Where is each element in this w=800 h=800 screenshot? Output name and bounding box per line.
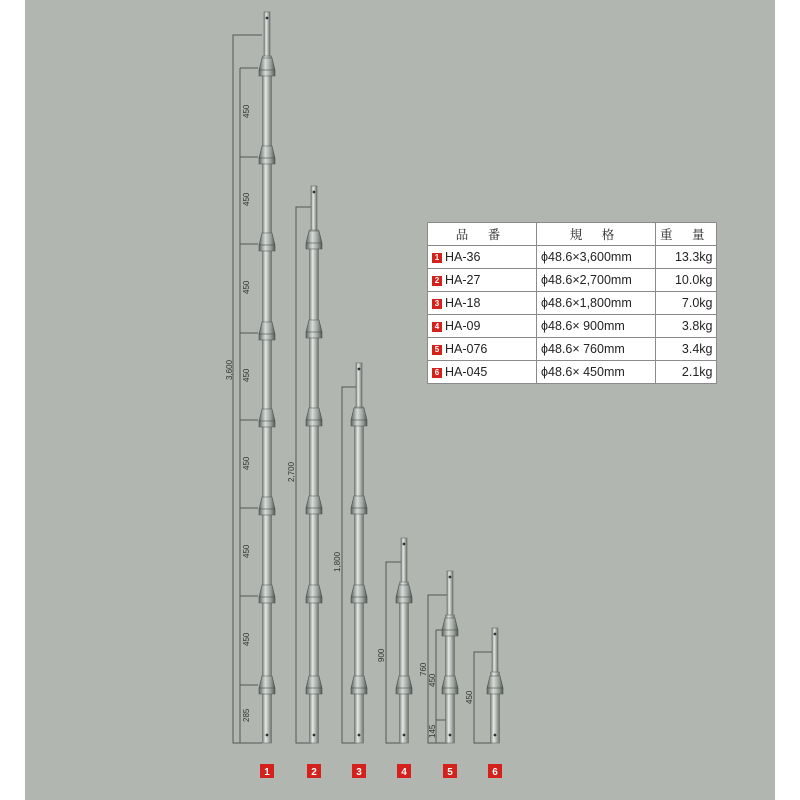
product-weight: 10.0kg (656, 269, 717, 292)
table-row (428, 361, 717, 384)
dim-p1-seg-1: 450 (242, 104, 251, 118)
product-weight: 13.3kg (656, 246, 717, 269)
badge-5 (443, 764, 457, 778)
collar (259, 233, 275, 251)
row-number-badge: 6 (432, 368, 442, 378)
collar (259, 322, 275, 340)
spec-table (427, 222, 717, 384)
svg-text:6: 6 (492, 767, 498, 778)
collar (306, 496, 322, 514)
pipe-6 (487, 628, 503, 743)
table-row (428, 269, 717, 292)
pipe-2 (306, 186, 322, 743)
table-row (428, 292, 717, 315)
badge-4 (397, 764, 411, 778)
pipe-5-dimension (428, 595, 448, 743)
dim-p5-total: 760 (419, 662, 428, 676)
product-weight: 2.1kg (656, 361, 717, 384)
collar (259, 585, 275, 603)
product-code: HA-076 (445, 342, 488, 356)
collar (351, 408, 367, 426)
collar (306, 676, 322, 694)
pipe-6-dimension (474, 652, 492, 743)
collar (306, 231, 322, 249)
dim-p1-seg-3: 450 (242, 280, 251, 294)
dim-p1-seg-8: 285 (242, 708, 251, 722)
product-weight: 7.0kg (656, 292, 717, 315)
product-spec: ϕ48.6× 450mm (537, 361, 656, 384)
product-spec: ϕ48.6×1,800mm (537, 292, 656, 315)
dim-p6-total: 450 (465, 690, 474, 704)
svg-text:1: 1 (264, 767, 270, 778)
product-spec: ϕ48.6× 900mm (537, 315, 656, 338)
row-number-badge: 4 (432, 322, 442, 332)
collar (306, 585, 322, 603)
product-code: HA-36 (445, 250, 481, 264)
collar (442, 676, 458, 694)
table-row (428, 315, 717, 338)
product-code: HA-27 (445, 273, 481, 287)
collar (259, 676, 275, 694)
pipe-4 (396, 538, 412, 743)
collar (351, 585, 367, 603)
dim-p1-seg-7: 450 (242, 632, 251, 646)
collar (259, 58, 275, 76)
badge-2 (307, 764, 321, 778)
spec-table-header (428, 223, 717, 246)
row-number-badge: 2 (432, 276, 442, 286)
collar (487, 676, 503, 694)
collar (259, 146, 275, 164)
collar (442, 618, 458, 636)
collar (396, 585, 412, 603)
dim-p1-seg-2: 450 (242, 192, 251, 206)
product-code: HA-045 (445, 365, 488, 379)
row-number-badge: 1 (432, 253, 442, 263)
collar (259, 409, 275, 427)
table-row (428, 338, 717, 361)
row-number-badge: 3 (432, 299, 442, 309)
row-number-badge: 5 (432, 345, 442, 355)
collar (259, 497, 275, 515)
badge-6 (488, 764, 502, 778)
svg-text:3: 3 (356, 767, 362, 778)
product-spec: ϕ48.6× 760mm (537, 338, 656, 361)
dim-p4-total: 900 (377, 648, 386, 662)
svg-text:4: 4 (401, 767, 407, 778)
collar (306, 320, 322, 338)
dim-p1-seg-4: 450 (242, 368, 251, 382)
product-spec: ϕ48.6×2,700mm (537, 269, 656, 292)
dim-p1-seg-5: 450 (242, 456, 251, 470)
collar (306, 408, 322, 426)
collar (351, 676, 367, 694)
svg-text:2: 2 (311, 767, 317, 778)
dim-p5-seg-1: 450 (428, 673, 437, 687)
dim-p5-seg-2: 145 (428, 724, 437, 738)
pipe-3 (351, 363, 367, 743)
table-row (428, 246, 717, 269)
svg-text:5: 5 (447, 767, 453, 778)
product-code: HA-09 (445, 319, 481, 333)
badge-1 (260, 764, 274, 778)
header-weight: 重 量 (656, 223, 717, 246)
pipe-5 (442, 571, 458, 743)
pipe-1 (259, 12, 275, 743)
product-code: HA-18 (445, 296, 481, 310)
dim-p2-total: 2,700 (287, 461, 296, 482)
product-weight: 3.8kg (656, 315, 717, 338)
header-code: 品 番 (428, 223, 537, 246)
collar (351, 496, 367, 514)
dim-p1-total: 3,600 (225, 359, 234, 380)
product-spec: ϕ48.6×3,600mm (537, 246, 656, 269)
header-spec: 規 格 (537, 223, 656, 246)
dim-p1-seg-6: 450 (242, 544, 251, 558)
badge-3 (352, 764, 366, 778)
dim-p3-total: 1,800 (333, 551, 342, 572)
product-weight: 3.4kg (656, 338, 717, 361)
collar (396, 676, 412, 694)
